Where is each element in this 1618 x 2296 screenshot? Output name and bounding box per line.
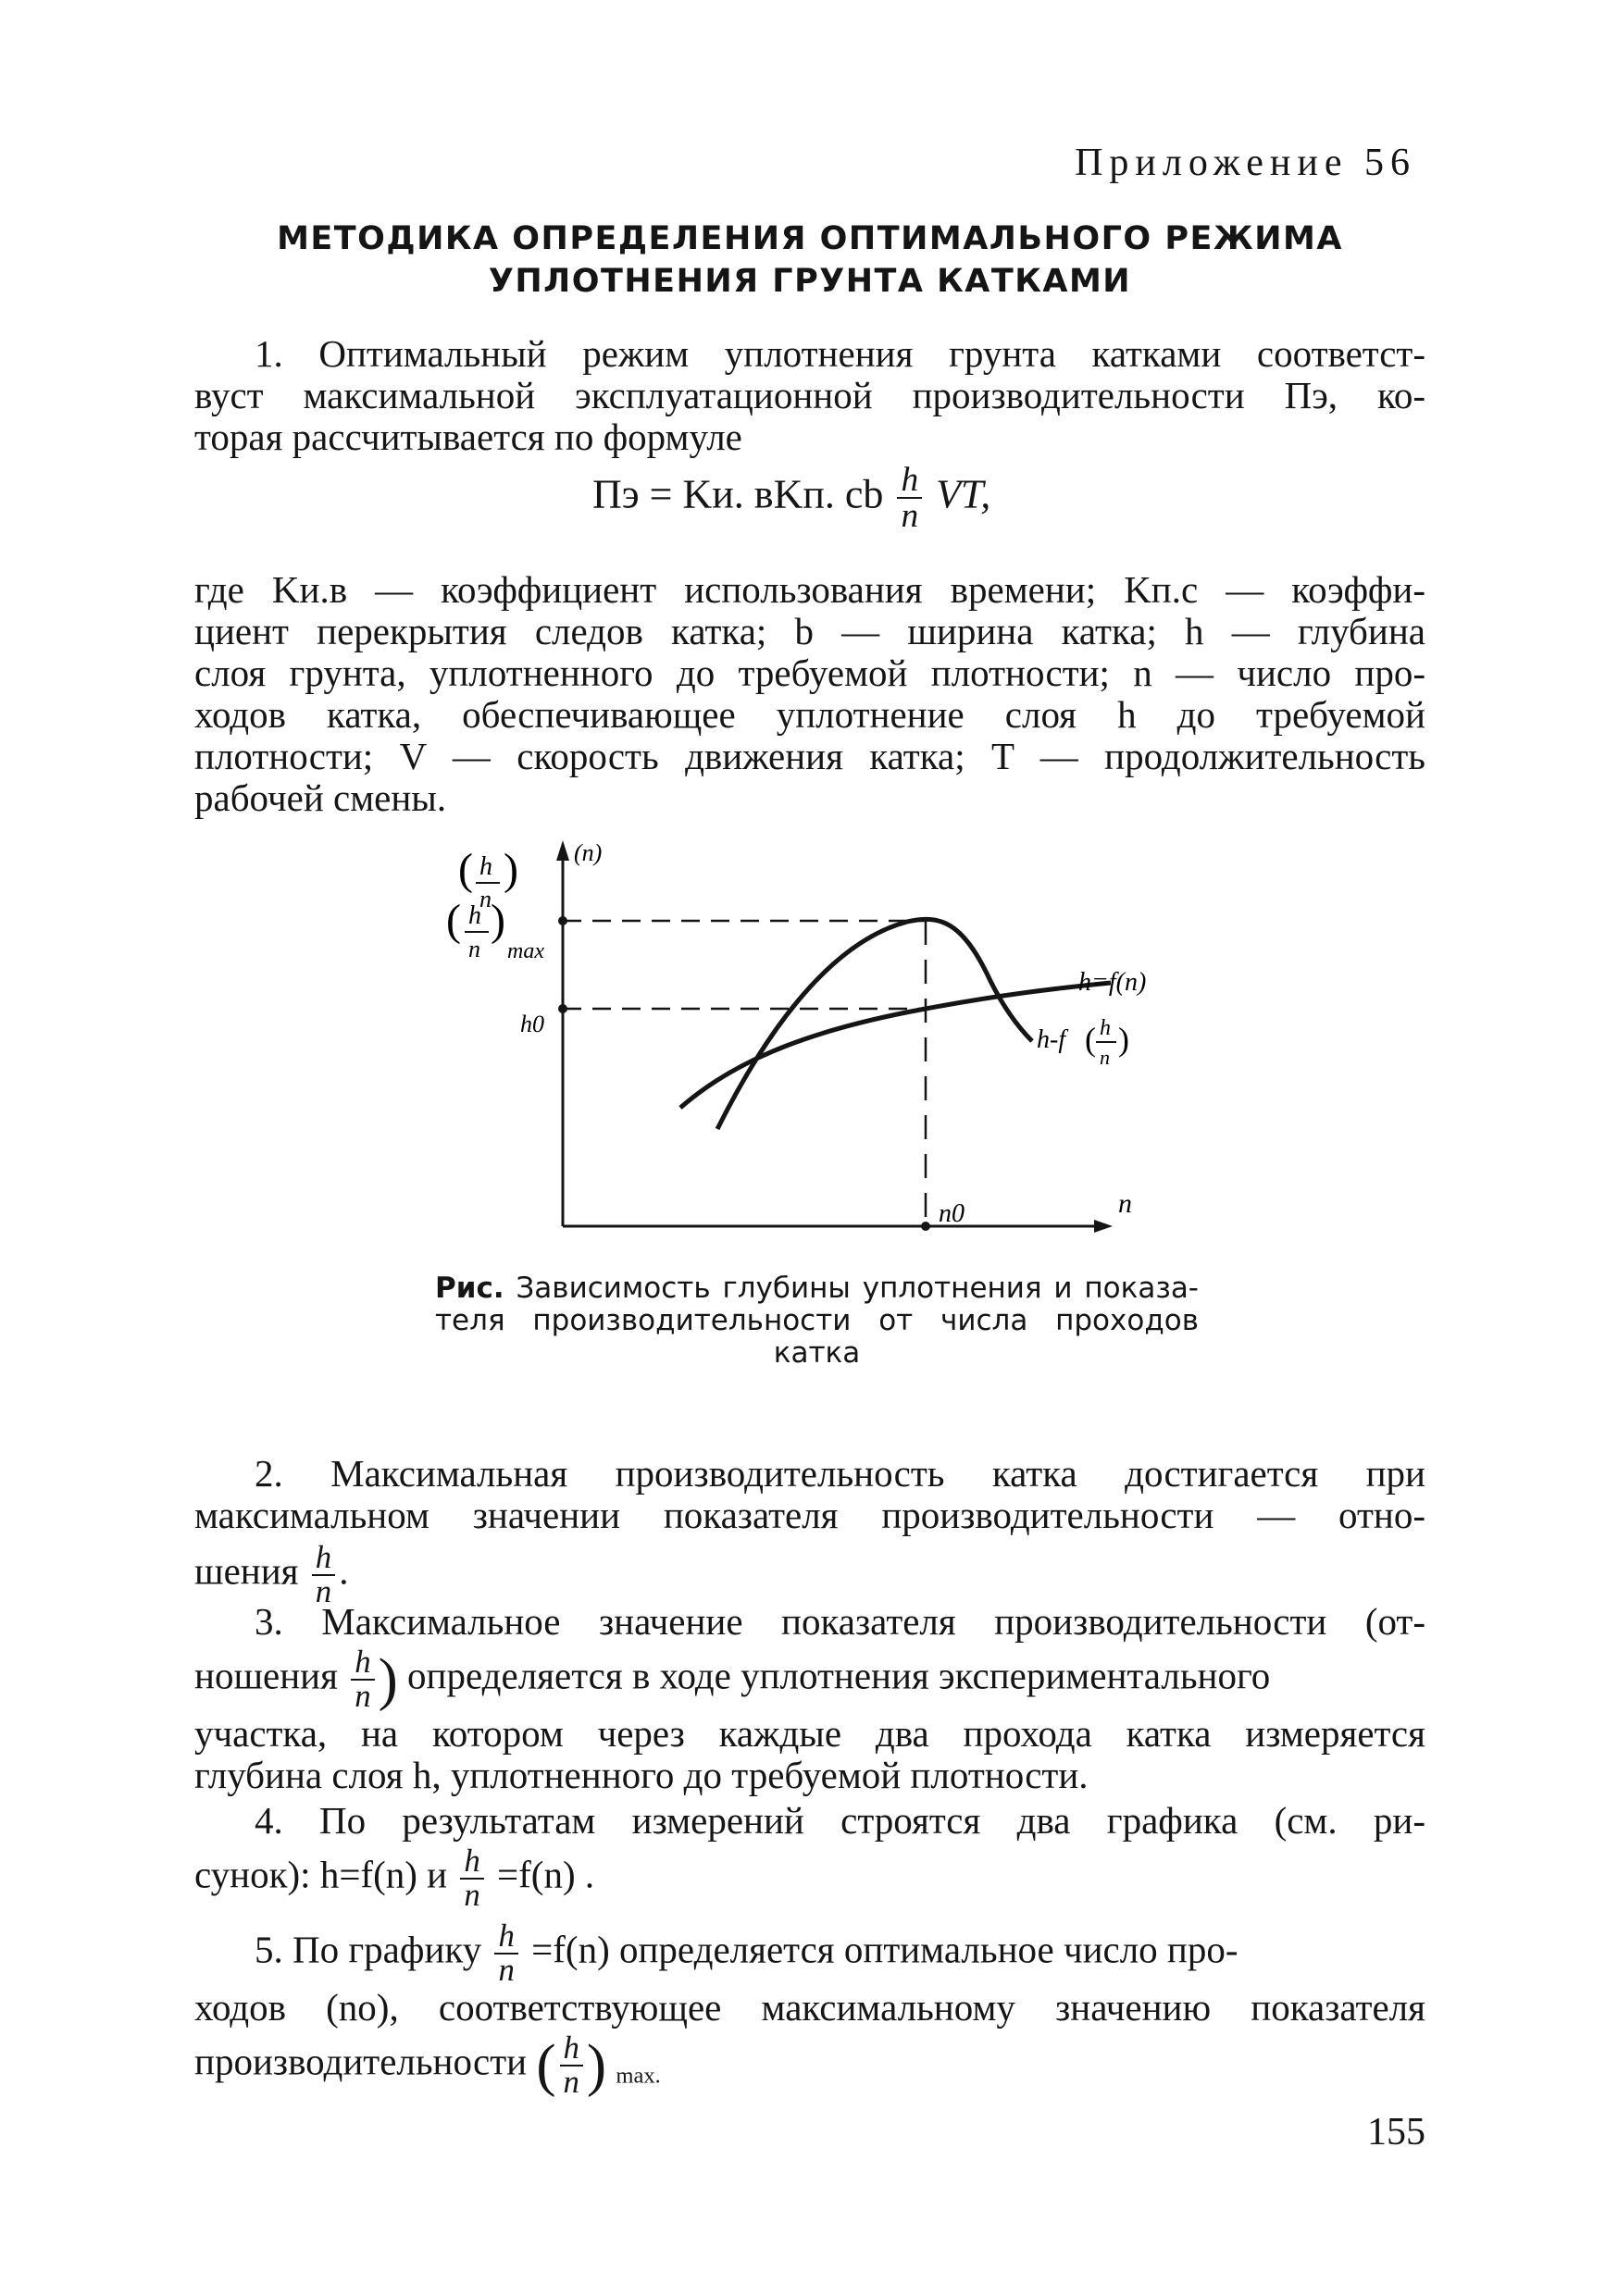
- paragraph-5-line-3: производительности: [194, 2039, 528, 2082]
- formula-numerator: h: [897, 463, 922, 499]
- paragraph-5: 5. По графику $\frac{h}{n}$ =f(n) определяется оптимальное число про- ходов (nо), соответствующее максимальному значению показателя производительности ( $\frac{h}{n}$ ) $_{max.}$: [194, 1917, 1425, 2100]
- paragraph-4-line-2a: сунок): h=f(n) и: [194, 1853, 448, 1896]
- paragraph-3-line-3: участка, на котором через каждые два прохода катка измеряется: [194, 1711, 1425, 1755]
- figure-caption: [435, 1272, 1199, 1370]
- h0-point-marker: [558, 1004, 567, 1013]
- paragraph-3: 3. Максимальное значение показателя производительности (от- ношения $\frac{h}{n}$ ) определяется в ходе уплотнения экспериментального участка, на котором через каждые два прохода катка измеряется глубина слоя h, уплотненного до требуемой плотности.: [194, 1600, 1425, 1796]
- formula-lhs: Пэ = Kи. вKп. сb: [592, 471, 884, 517]
- figure-chart: [426, 833, 1166, 1249]
- paragraph-2: 2. Максимальная производительность катка достигается при максимальном значении показателя производительности — отно- шения $\frac{h}{n}$ .: [194, 1452, 1425, 1609]
- caption-label: Рис.: [435, 1272, 504, 1305]
- paragraph-3-fraction: $\frac{h}{n}$: [351, 1646, 374, 1713]
- definitions-line-3: слоя грунта, уплотненного до требуемой плотности; n — число про-: [194, 652, 1425, 694]
- svg-text:): ): [1118, 1021, 1129, 1058]
- paragraph-5-max: max.: [616, 2063, 661, 2089]
- paragraph-4-line-1: 4. По результатам измерений строятся два графика (см. ри-: [255, 1799, 1425, 1842]
- paragraph-5-fraction-1: $\frac{h}{n}$: [494, 1920, 517, 1987]
- svg-text:(: (: [446, 896, 461, 945]
- paragraph-2-line-3: шения: [194, 1549, 299, 1593]
- series-1-label: h=f(n): [1078, 968, 1147, 997]
- caption-line-1: Зависимость глубины уплотнения и показа-: [516, 1272, 1199, 1305]
- paragraph-2-fraction: $\frac{h}{n}$: [312, 1542, 335, 1608]
- svg-text:(: (: [1085, 1021, 1096, 1058]
- y-label-left-close: ): [504, 845, 518, 894]
- paragraph-4: [194, 1800, 1425, 1912]
- paragraph-5-line-2: ходов (nо), соответствующее максимальному значению показателя: [194, 1985, 1425, 2029]
- paragraph-2-line-1: 2. Максимальная производительность катка достигается при: [255, 1452, 1425, 1495]
- appendix-label: Приложение 56: [1075, 142, 1416, 184]
- definitions-line-1: где Kи.в — коэффициент использования времени; Kп.с — коэффи-: [194, 568, 1425, 611]
- max-point-marker: [558, 916, 567, 925]
- y-label-left-paren: (: [458, 845, 473, 894]
- series-2-label: h-f: [1037, 1025, 1066, 1054]
- paragraph-1-line-1: 1. Оптимальный режим уплотнения грунта катками соответст-: [255, 332, 1425, 375]
- productivity-formula: [592, 463, 1074, 534]
- paragraph-5-line-1a: 5. По графику: [255, 1928, 482, 1971]
- definitions-line-5: плотности; V — скорость движения катка; T — продолжительность: [194, 735, 1425, 777]
- paragraph-3-line-2b: определяется в ходе уплотнения экспериментального: [407, 1654, 1271, 1697]
- paragraph-5-fraction-2: $\frac{h}{n}$: [560, 2032, 583, 2099]
- y-axis-arrow: [556, 840, 569, 861]
- curve-h-n-f-n: [717, 919, 1032, 1129]
- paragraph-1-line-2: вуст максимальной эксплуатационной производительности Пэ, ко-: [194, 374, 1425, 416]
- paragraph-2-line-2: максимальном значении показателя производительности — отно-: [194, 1494, 1425, 1536]
- paragraph-3-line-1: 3. Максимальное значение показателя производительности (от-: [255, 1600, 1425, 1643]
- y-label-left-den: n: [479, 886, 492, 912]
- hn-max-label: max: [507, 939, 544, 963]
- n0-point-marker: [921, 1222, 930, 1231]
- paragraph-3-line-4: глубина слоя h, уплотненного до требуемой плотности.: [194, 1753, 1089, 1796]
- series-2-label-num: h: [1100, 1016, 1111, 1040]
- definitions-line-2: циент перекрытия следов катка; b — ширина катка; h — глубина: [194, 610, 1425, 652]
- caption-line-3: катка: [773, 1336, 861, 1370]
- n0-label: n0: [939, 1199, 965, 1228]
- series-2-label-den: n: [1100, 1046, 1110, 1069]
- paragraph-1-line-3: торая рассчитывается по формуле: [194, 416, 742, 458]
- h0-label: h0: [520, 1011, 544, 1037]
- formula-tail: VT,: [936, 471, 991, 517]
- hn-max-num: h: [468, 901, 481, 930]
- paragraph-4-fraction: $\frac{h}{n}$: [460, 1845, 483, 1912]
- svg-text:): ): [491, 896, 505, 945]
- x-axis-label: n: [1118, 1188, 1132, 1219]
- y-label-right: (n): [574, 839, 603, 866]
- paragraph-definitions: [194, 569, 1425, 819]
- paragraph-4-line-2b: =f(n) .: [497, 1853, 595, 1896]
- caption-line-2: теля производительности от числа проходов: [435, 1304, 1199, 1337]
- hn-max-den: n: [468, 936, 480, 962]
- definitions-line-6: рабочей смены.: [194, 776, 447, 819]
- paragraph-1: [194, 333, 1425, 458]
- formula-fraction: [897, 463, 922, 534]
- paragraph-3-line-2a: ношения: [194, 1654, 338, 1697]
- definitions-line-4: ходов катка, обеспечивающее уплотнение слоя h до требуемой: [194, 693, 1425, 736]
- paragraph-5-line-1b: =f(n) определяется оптимальное число про-: [531, 1928, 1238, 1971]
- y-label-left-num: h: [479, 852, 492, 881]
- page-title: МЕТОДИКА ОПРЕДЕЛЕНИЯ ОПТИМАЛЬНОГО РЕЖИМА УПЛОТНЕНИЯ ГРУНТА КАТКАМИ: [277, 220, 1343, 300]
- formula-denominator: n: [901, 497, 919, 536]
- page-number: 155: [1367, 2111, 1425, 2153]
- x-axis-arrow: [1094, 1220, 1113, 1233]
